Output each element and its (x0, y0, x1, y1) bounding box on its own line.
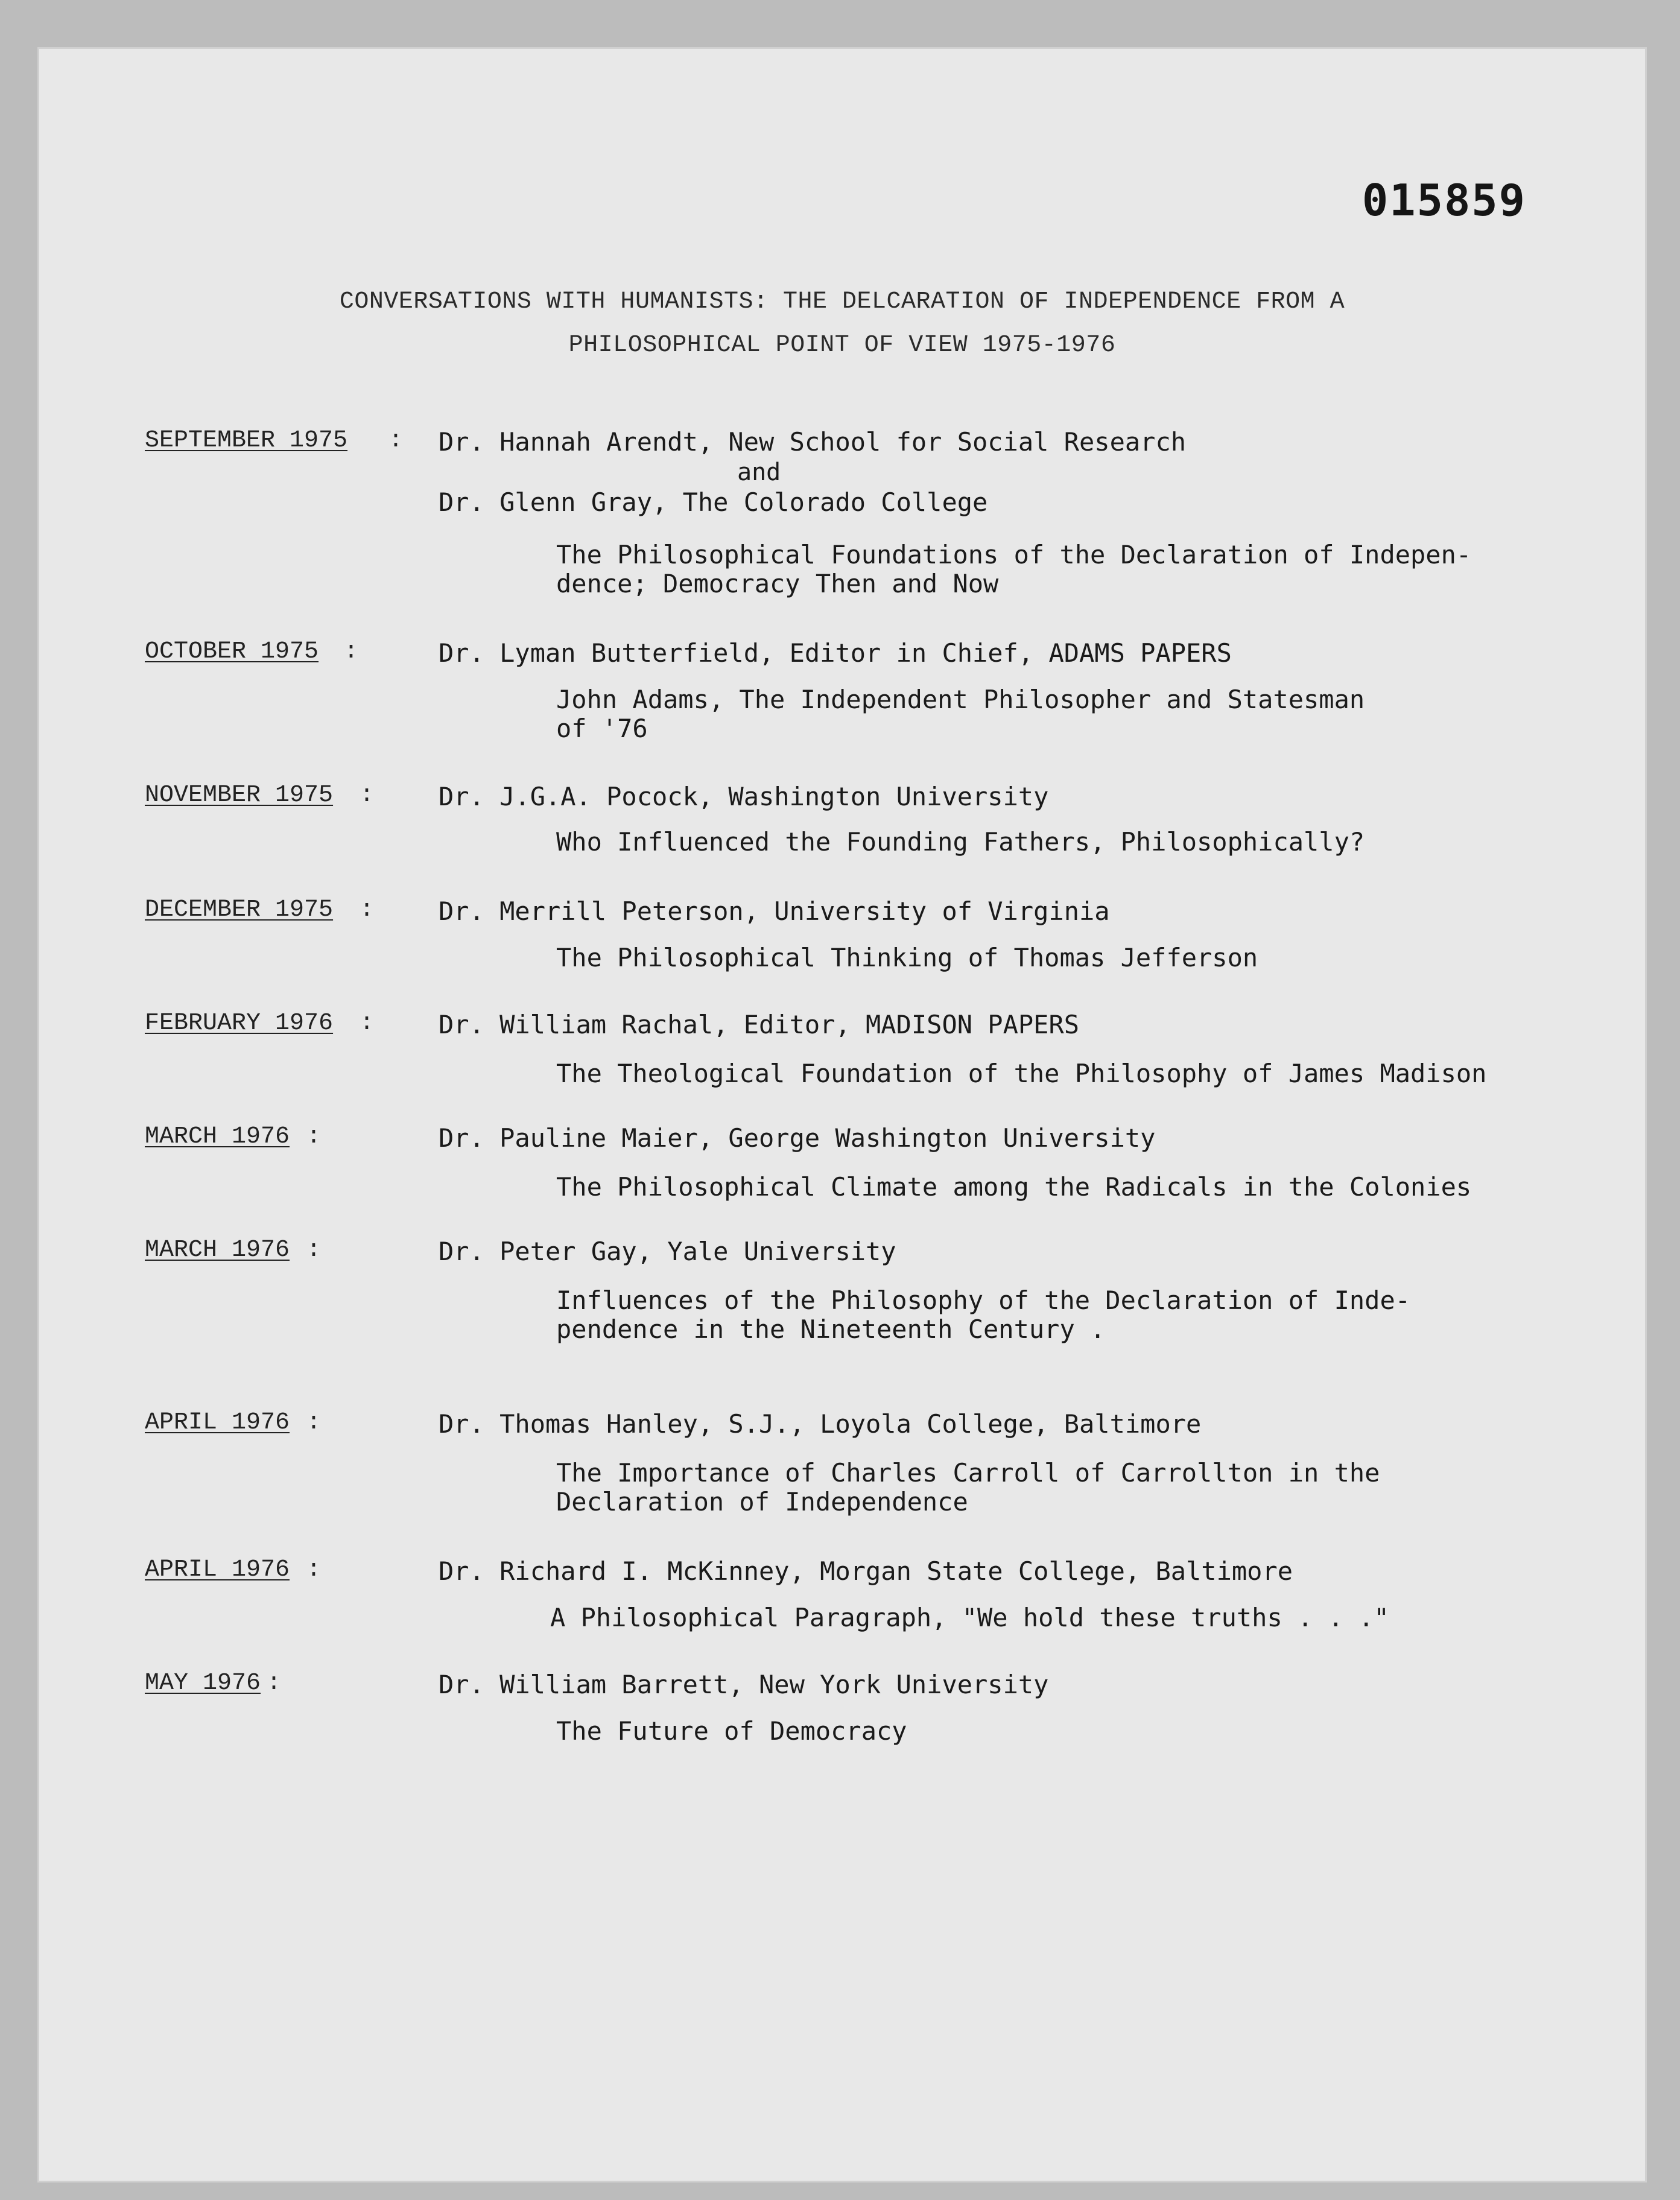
entry-date-colon: : (267, 1670, 282, 1697)
document-title-line-2: PHILOSOPHICAL POINT OF VIEW 1975-1976 (568, 332, 1116, 359)
entry-topic: The Philosophical Foundations of the Declaration of Indepen- dence; Democracy Then and Now (556, 540, 1472, 598)
entry-topic: Influences of the Philosophy of the Declaration of Inde- pendence in the Nineteenth Century . (556, 1285, 1411, 1344)
entry-topic: The Future of Democracy (556, 1716, 907, 1746)
entry-date-colon: : (388, 427, 404, 454)
entry-topic: The Philosophical Climate among the Radicals in the Colonies (556, 1172, 1472, 1202)
entry-date-colon: : (306, 1556, 322, 1583)
entry-speaker: Dr. J.G.A. Pocock, Washington University (439, 782, 1049, 811)
entry-date: APRIL 1976 (145, 1556, 290, 1583)
entry-date: SEPTEMBER 1975 (145, 427, 348, 454)
entry-topic: Who Influenced the Founding Fathers, Philosophically? (556, 827, 1365, 857)
document-id-number: 015859 (1361, 175, 1526, 226)
entry-date: MAY 1976 (145, 1670, 261, 1697)
entry-topic: John Adams, The Independent Philosopher and Statesman of '76 (556, 685, 1365, 743)
entry-date: MARCH 1976 (145, 1123, 290, 1150)
entry-speaker: Dr. Merrill Peterson, University of Virginia (439, 896, 1110, 926)
entry-date-colon: : (306, 1237, 322, 1264)
entry-date: FEBRUARY 1976 (145, 1010, 334, 1037)
entry-conjunction: and (737, 458, 781, 486)
entry-speaker: Dr. Peter Gay, Yale University (439, 1237, 896, 1266)
entry-date-colon: : (360, 896, 375, 924)
entry-speaker: Dr. Pauline Maier, George Washington University (439, 1123, 1156, 1153)
entry-speaker: Dr. Richard I. McKinney, Morgan State College, Baltimore (439, 1556, 1293, 1586)
entry-speaker: Dr. Thomas Hanley, S.J., Loyola College, Baltimore (439, 1409, 1202, 1439)
entry-speaker: Dr. William Barrett, New York University (439, 1670, 1049, 1699)
entry-date: DECEMBER 1975 (145, 896, 334, 924)
entry-second-speaker: Dr. Glenn Gray, The Colorado College (439, 487, 988, 517)
entry-date: MARCH 1976 (145, 1237, 290, 1264)
entry-speaker: Dr. Lyman Butterfield, Editor in Chief, ADAMS PAPERS (439, 638, 1232, 668)
entry-topic: The Philosophical Thinking of Thomas Jefferson (556, 943, 1258, 972)
entry-date-colon: : (344, 638, 359, 665)
entry-speaker: Dr. Hannah Arendt, New School for Social Research (439, 427, 1187, 457)
entry-date-colon: : (306, 1409, 322, 1436)
entry-date-colon: : (306, 1123, 322, 1150)
entry-topic: A Philosophical Paragraph, "We hold these truths . . ." (550, 1603, 1389, 1632)
entry-speaker: Dr. William Rachal, Editor, MADISON PAPERS (439, 1010, 1080, 1039)
entry-date-colon: : (360, 782, 375, 809)
entry-date: APRIL 1976 (145, 1409, 290, 1436)
entry-topic: The Theological Foundation of the Philosophy of James Madison (556, 1059, 1487, 1088)
document-page (37, 47, 1647, 2183)
entry-topic: The Importance of Charles Carroll of Carrollton in the Declaration of Independence (556, 1458, 1380, 1517)
document-title-line-1: CONVERSATIONS WITH HUMANISTS: THE DELCARATION OF INDEPENDENCE FROM A (339, 288, 1345, 315)
entry-date: NOVEMBER 1975 (145, 782, 334, 809)
entry-date: OCTOBER 1975 (145, 638, 319, 665)
entry-date-colon: : (360, 1010, 375, 1037)
